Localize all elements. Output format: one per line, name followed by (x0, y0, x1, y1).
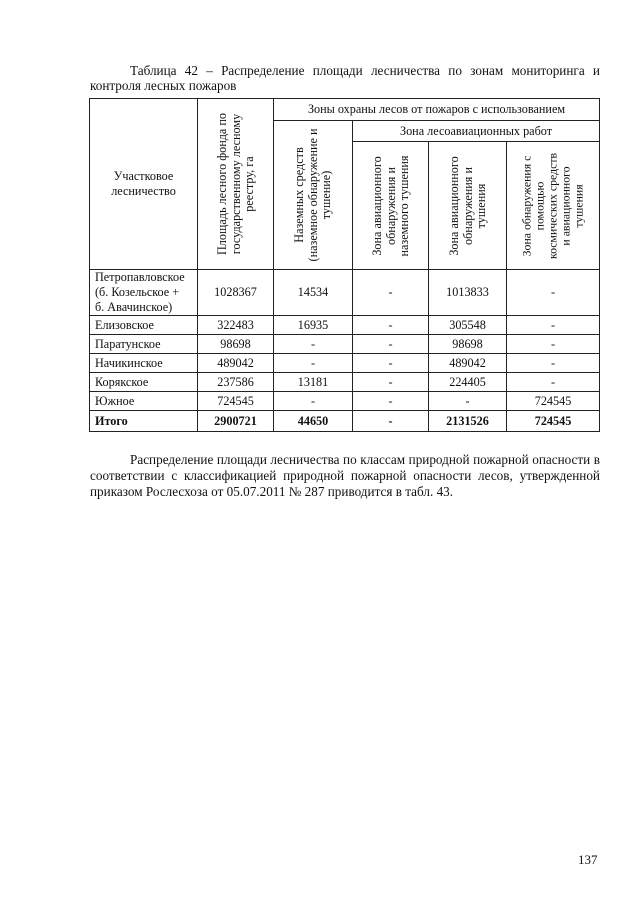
row-name: Елизовское (90, 316, 198, 335)
cell-area: 237586 (198, 373, 274, 392)
header-avia-ground-line-1: Зона авиационного (369, 155, 384, 256)
cell-space: - (507, 335, 600, 354)
cell-avia: 224405 (429, 373, 507, 392)
table-total-row (90, 411, 600, 432)
caption-line-2: контроля лесных пожаров (90, 78, 237, 93)
row-name-line-2: (б. Козельское + (95, 285, 180, 299)
cell-ground: 13181 (274, 373, 353, 392)
cell-space: - (507, 373, 600, 392)
body-paragraph (90, 452, 600, 500)
header-space-line-4: и авиационного (558, 165, 573, 246)
header-zones-group: Зоны охраны лесов от пожаров с использованием (274, 99, 600, 121)
header-ground-line-3: тушение) (318, 170, 333, 220)
header-ground-line-1: Наземных средств (291, 147, 306, 243)
cell-area: 2900721 (198, 411, 274, 432)
header-area-line-1: Площадь лесного фонда по (214, 112, 229, 256)
header-area-line-3: реестру, га (241, 156, 256, 212)
header-space-line-5: тушения (571, 183, 586, 228)
row-name: Начикинское (90, 354, 198, 373)
header-avia-ground-line-2: обнаружения и (382, 166, 397, 245)
row-name: Паратунское (90, 335, 198, 354)
header-space-line-3: космических средств (545, 152, 560, 259)
forest-zones-table (89, 98, 600, 432)
cell-ground: - (274, 354, 353, 373)
header-row-1 (90, 99, 600, 121)
header-area-line-2: государственному лесному (227, 113, 242, 255)
cell-space: - (507, 316, 600, 335)
header-ground-line-2: (наземное обнаружение и (305, 128, 320, 262)
header-area (198, 99, 274, 270)
row-name-line-3: б. Авачинское) (95, 300, 173, 314)
cell-space: 724545 (507, 392, 600, 411)
table-row (90, 373, 600, 392)
cell-avia-ground: - (353, 335, 429, 354)
cell-ground: 14534 (274, 270, 353, 316)
row-name (90, 270, 198, 316)
cell-ground: 16935 (274, 316, 353, 335)
header-space-line-2: помощью (532, 181, 547, 230)
cell-avia: - (429, 392, 507, 411)
header-avia-line-1: Зона авиационного (446, 155, 461, 256)
table-row (90, 392, 600, 411)
row-name-line-1: Петропавловское (95, 270, 185, 284)
cell-avia-ground: - (353, 270, 429, 316)
table-row (90, 270, 600, 316)
table-caption (90, 63, 600, 93)
header-space (507, 142, 600, 270)
cell-avia: 2131526 (429, 411, 507, 432)
header-space-line-1: Зона обнаружения с (519, 155, 534, 256)
cell-avia-ground: - (353, 392, 429, 411)
cell-area: 1028367 (198, 270, 274, 316)
cell-avia: 1013833 (429, 270, 507, 316)
header-ground (274, 121, 353, 270)
caption-line-1: Таблица 42 – Распределение площади лесничества по зонам мониторинга и (130, 63, 600, 78)
header-district-label: Участковое лесничество (111, 169, 176, 198)
header-district (90, 99, 198, 270)
cell-avia: 98698 (429, 335, 507, 354)
body-paragraph-text: Распределение площади лесничества по классам природной пожарной опасности в соответствии с классификацией природной пожарной опасности лесов, утвержденной приказом Рослесхоза от 05.07.2011 № 287 приводится в табл. 43. (90, 452, 600, 499)
cell-avia: 305548 (429, 316, 507, 335)
cell-ground: - (274, 335, 353, 354)
cell-ground: - (274, 392, 353, 411)
table-row (90, 335, 600, 354)
cell-space: - (507, 354, 600, 373)
header-aviation-group: Зона лесоавиационных работ (353, 121, 600, 142)
cell-ground: 44650 (274, 411, 353, 432)
table-row (90, 354, 600, 373)
cell-avia-ground: - (353, 373, 429, 392)
cell-area: 489042 (198, 354, 274, 373)
row-name: Корякское (90, 373, 198, 392)
cell-avia-ground: - (353, 411, 429, 432)
cell-avia-ground: - (353, 354, 429, 373)
header-avia (429, 142, 507, 270)
cell-area: 98698 (198, 335, 274, 354)
cell-avia-ground: - (353, 316, 429, 335)
header-avia-ground-line-3: наземного тушения (396, 154, 411, 257)
table-row (90, 316, 600, 335)
cell-avia: 489042 (429, 354, 507, 373)
header-avia-line-2: обнаружения и (459, 166, 474, 245)
page-number: 137 (578, 852, 598, 867)
header-avia-ground (353, 142, 429, 270)
cell-area: 724545 (198, 392, 274, 411)
row-name: Южное (90, 392, 198, 411)
cell-space: - (507, 270, 600, 316)
cell-area: 322483 (198, 316, 274, 335)
row-name: Итого (90, 411, 198, 432)
header-avia-line-3: тушения (473, 183, 488, 228)
cell-space: 724545 (507, 411, 600, 432)
